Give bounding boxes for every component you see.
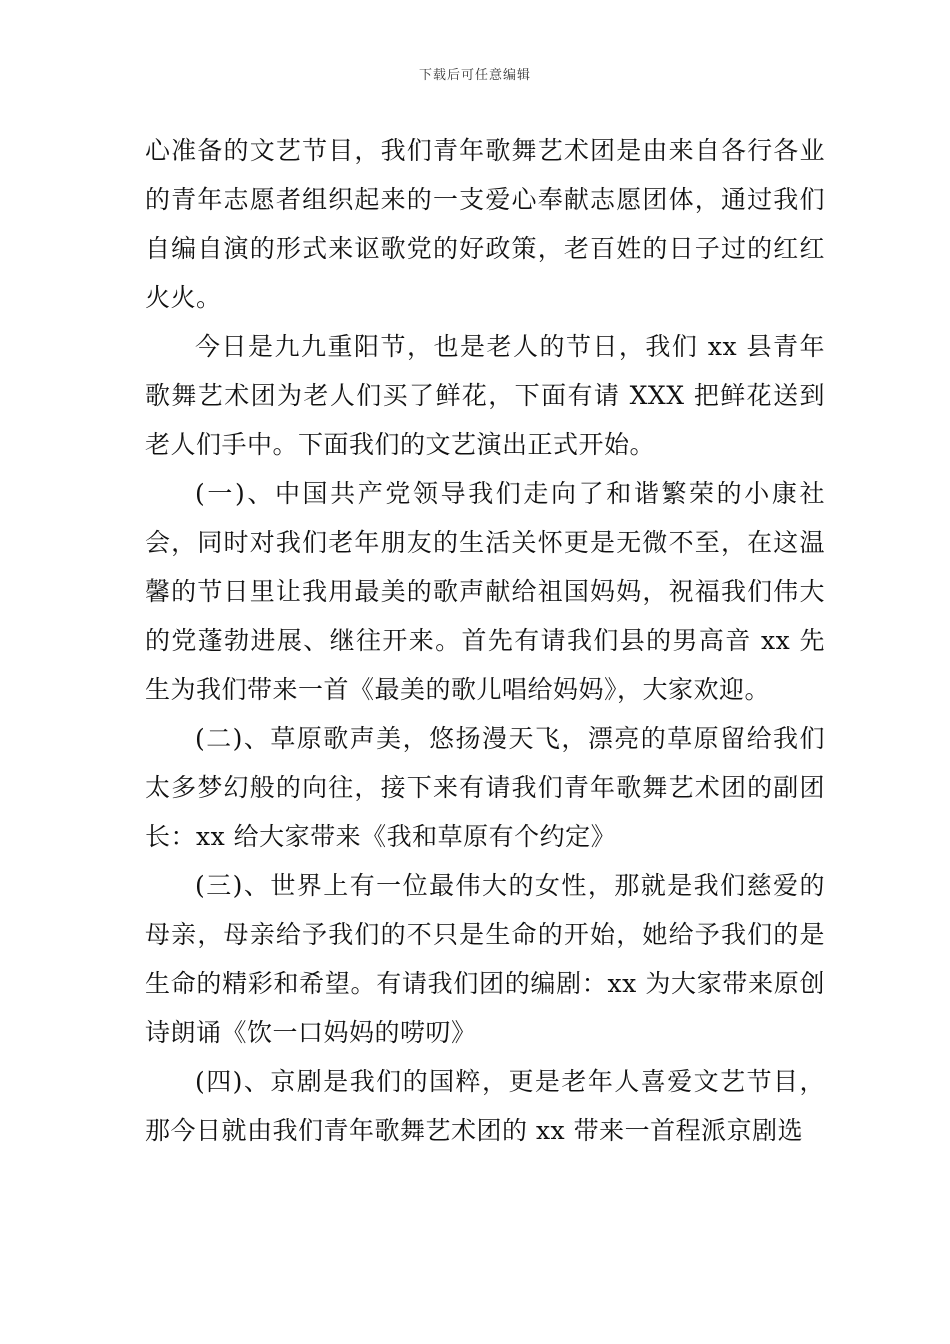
page-header: 下载后可任意编辑 bbox=[418, 68, 531, 83]
paragraph-1: 心准备的文艺节目，我们青年歌舞艺术团是由来自各行各业的青年志愿者组织起来的一支爱心奉献志愿团体，通过我们自编自演的形式来讴歌党的好政策，老百姓的日子过的红红火火。 bbox=[145, 136, 825, 312]
paragraph-6: (四)、京剧是我们的国粹，更是老年人喜爱文艺节目，那今日就由我们青年歌舞艺术团的 xx 带来一首程派京剧选 bbox=[145, 1067, 825, 1145]
paragraph-3: (一)、中国共产党领导我们走向了和谐繁荣的小康社会，同时对我们老年朋友的生活关怀更是无微不至，在这温馨的节日里让我用最美的歌声献给祖国妈妈，祝福我们伟大的党蓬勃进展、继往开来。首先有请我们县的男高音 xx 先生为我们带来一首《最美的歌儿唱给妈妈》，大家欢迎。 bbox=[145, 479, 825, 704]
paragraph-5: (三)、世界上有一位最伟大的女性，那就是我们慈爱的母亲，母亲给予我们的不只是生命的开始，她给予我们的是生命的精彩和希望。有请我们团的编剧：xx 为大家带来原创诗朗诵《饮一口妈妈的唠叨》 bbox=[145, 871, 825, 1047]
paragraph-4: (二)、草原歌声美，悠扬漫天飞，漂亮的草原留给我们太多梦幻般的向往，接下来有请我们青年歌舞艺术团的副团长：xx 给大家带来《我和草原有个约定》 bbox=[145, 724, 825, 851]
paragraph-2: 今日是九九重阳节，也是老人的节日，我们 xx 县青年歌舞艺术团为老人们买了鲜花，下面有请 XXX 把鲜花送到老人们手中。下面我们的文艺演出正式开始。 bbox=[145, 332, 825, 459]
document-body bbox=[145, 126, 825, 1155]
